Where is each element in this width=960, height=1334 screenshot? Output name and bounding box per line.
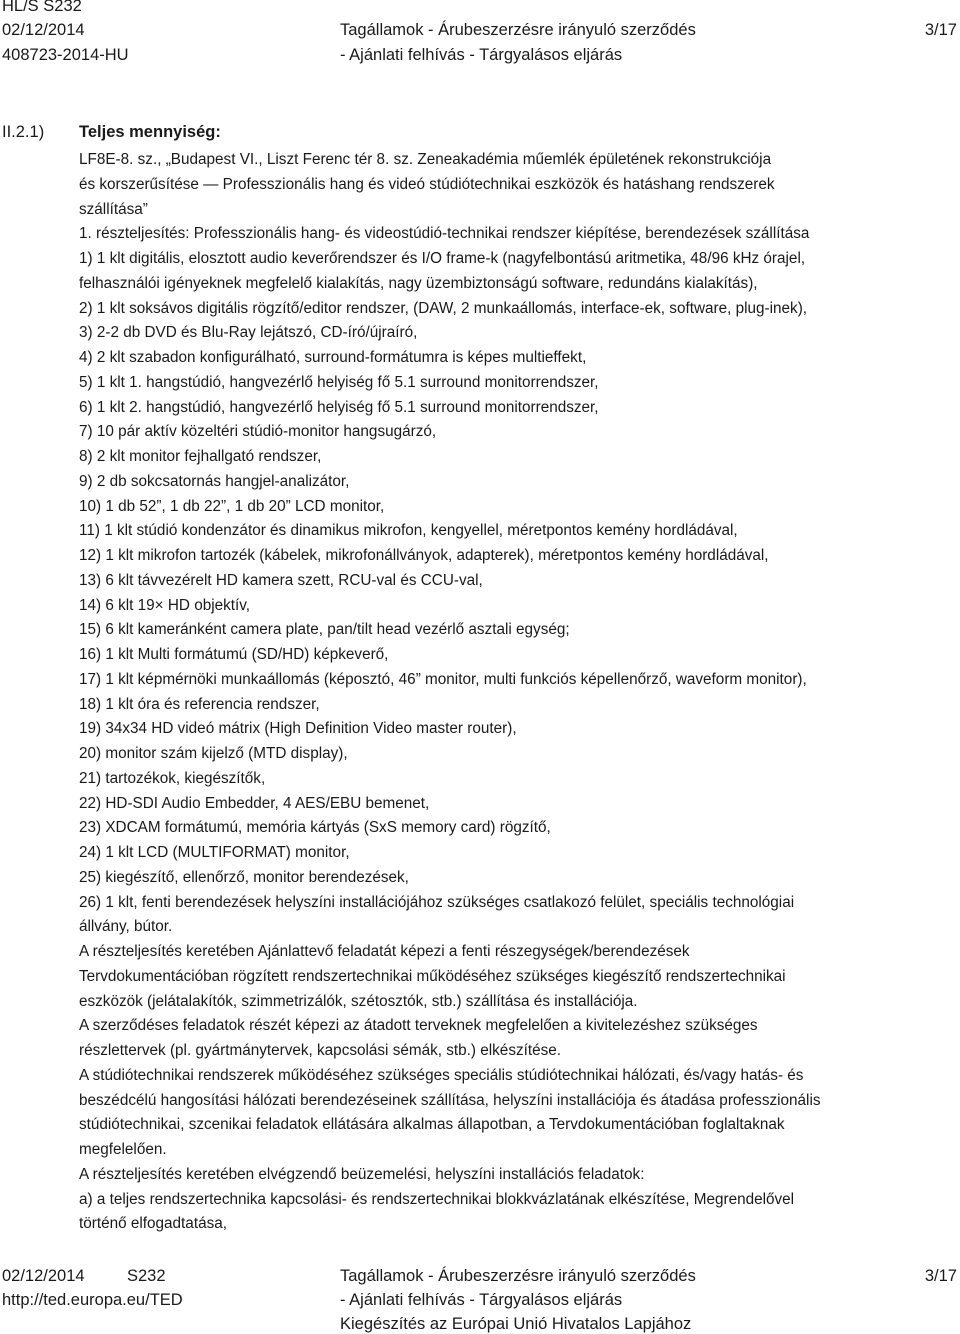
text-line: 26) 1 klt, fenti berendezések helyszíni installációjához szükséges csatlakozó felület, speciális technológiai [79, 893, 795, 911]
text-line: 16) 1 klt Multi formátumú (SD/HD) képkeverő, [79, 646, 389, 664]
footer-supplement: Kiegészítés az Európai Unió Hivatalos Lapjához [340, 1315, 692, 1333]
text-line: 14) 6 klt 19× HD objektív, [79, 596, 251, 614]
section-heading: Teljes mennyiség: [79, 123, 221, 141]
text-line: történő elfogadtatása, [79, 1215, 227, 1233]
footer-url-link[interactable]: http://ted.europa.eu/TED [2, 1291, 183, 1309]
text-line: 4) 2 klt szabadon konfigurálható, surround-formátumra is képes multieffekt, [79, 349, 587, 367]
page-header [0, 0, 960, 72]
text-line: 8) 2 klt monitor fejhallgató rendszer, [79, 448, 322, 466]
text-line: 6) 1 klt 2. hangstúdió, hangvezérlő helyiség fő 5.1 surround monitorrendszer, [79, 398, 599, 416]
text-line: 19) 34x34 HD videó mátrix (High Definition Video master router), [79, 720, 517, 738]
text-line: 24) 1 klt LCD (MULTIFORMAT) monitor, [79, 844, 350, 862]
text-line: 10) 1 db 52”, 1 db 22”, 1 db 20” LCD monitor, [79, 497, 385, 515]
text-line: 20) monitor szám kijelző (MTD display), [79, 745, 348, 763]
text-line: részlettervek (pl. gyártmánytervek, kapcsolási sémák, stb.) elkészítése. [79, 1042, 562, 1060]
notice-number: 408723-2014-HU [2, 46, 129, 64]
footer-subtitle: - Ajánlati felhívás - Tárgyalásos eljárás [340, 1291, 623, 1309]
header-date: 02/12/2014 [2, 21, 85, 39]
section-body-text [79, 222, 949, 1237]
text-line: 1) 1 klt digitális, elosztott audio keverőrendszer és I/O frame-k (nagyfelbontású aritmetika, 48/96 kHz órajel, [79, 250, 806, 268]
text-line: és korszerűsítése ― Professzionális hang és videó stúdiótechnikai eszközök és hatáshang rendszerek [79, 175, 775, 193]
text-line: 1. részteljesítés: Professzionális hang- és videostúdió-technikai rendszer kiépítése, berendezések szállítása [79, 225, 810, 243]
text-line: Tervdokumentációban rögzített rendszertechnikai működéséhez szükséges kiegészítő rendszertechnikai [79, 967, 786, 985]
text-line: felhasználói igényeknek megfelelő kialakítás, nagy üzembiztonságú software, redundáns kialakítás), [79, 274, 758, 292]
text-line: 17) 1 klt képmérnöki munkaállomás (képosztó, 46” monitor, multi funkciós képellenőrző, waveform monitor), [79, 670, 807, 688]
text-line: 15) 6 klt kameránként camera plate, pan/tilt head vezérlő asztali egység; [79, 621, 570, 639]
footer-date: 02/12/2014 [2, 1267, 85, 1285]
text-line: 18) 1 klt óra és referencia rendszer, [79, 695, 320, 713]
text-line: LF8E-8. sz., „Budapest VI., Liszt Ferenc tér 8. sz. Zeneakadémia műemlék épületének rekonstrukciója [79, 151, 772, 168]
section-intro [79, 148, 949, 222]
text-line: beszédcélú hangosítási hálózati berendezéseinek szállítása, helyszíni installációja és átadása professzionális [79, 1091, 821, 1109]
text-line: 7) 10 pár aktív közeltéri stúdió-monitor hangsugárzó, [79, 423, 437, 441]
text-line: 5) 1 klt 1. hangstúdió, hangvezérlő helyiség fő 5.1 surround monitorrendszer, [79, 373, 599, 391]
text-line: A részteljesítés keretében elvégzendő beüzemelési, helyszíni installációs feladatok: [79, 1165, 645, 1183]
header-subtitle: - Ajánlati felhívás - Tárgyalásos eljárás [340, 46, 623, 64]
text-line: 25) kiegészítő, ellenőrző, monitor berendezések, [79, 868, 409, 886]
text-line: 9) 2 db sokcsatornás hangjel-analizátor, [79, 472, 350, 490]
header-title: Tagállamok - Árubeszerzésre irányuló szerződés [340, 21, 696, 39]
footer-code: S232 [127, 1267, 166, 1285]
text-line: 13) 6 klt távvezérelt HD kamera szett, RCU-val és CCU-val, [79, 571, 483, 589]
text-line: A szerződéses feladatok részét képezi az átadott terveknek megfelelően a kivitelezéshez szükséges [79, 1017, 758, 1035]
text-line: szállítása” [79, 200, 148, 218]
text-line: 22) HD-SDI Audio Embedder, 4 AES/EBU bemenet, [79, 794, 430, 812]
page-footer [0, 1266, 960, 1334]
text-line: 11) 1 klt stúdió kondenzátor és dinamikus mikrofon, kengyellel, méretpontos kemény hordládával, [79, 522, 738, 540]
text-line: állvány, bútor. [79, 918, 173, 936]
text-line: 23) XDCAM formátumú, memória kártyás (SxS memory card) rögzítő, [79, 819, 551, 837]
header-page-number: 3/17 [924, 21, 957, 39]
text-line: a) a teljes rendszertechnika kapcsolási- és rendszertechnikai blokkvázlatának elkészítése, Megrendelővel [79, 1190, 795, 1208]
text-line: 12) 1 klt mikrofon tartozék (kábelek, mikrofonállványok, adapterek), méretpontos kemény hordládával, [79, 547, 769, 565]
text-line: A részteljesítés keretében Ajánlattevő feladatát képezi a fenti részegységek/berendezések [79, 943, 690, 961]
text-line: stúdiótechnikai, szcenikai feladatok ellátására alkalmas állapotban, a Tervdokumentációban foglaltaknak [79, 1116, 785, 1134]
text-line: 2) 1 klt soksávos digitális rögzítő/editor rendszer, (DAW, 2 munkaállomás, interface-ek, software, plug-inek), [79, 299, 808, 317]
footer-page-number: 3/17 [924, 1267, 957, 1285]
text-line: 3) 2-2 db DVD és Blu-Ray lejátszó, CD-író/újraíró, [79, 324, 418, 342]
text-line: A stúdiótechnikai rendszerek működéséhez szükséges speciális stúdiótechnikai hálózati, és/vagy hatás- és [79, 1066, 804, 1084]
text-line: megfelelően. [79, 1141, 167, 1159]
section-number: II.2.1) [2, 123, 45, 141]
footer-title: Tagállamok - Árubeszerzésre irányuló szerződés [340, 1267, 696, 1285]
text-line: 21) tartozékok, kiegészítők, [79, 769, 266, 787]
text-line: eszközök (jelátalakítók, szimmetrizálók, szétosztók, stb.) szállítása és installációja. [79, 992, 638, 1010]
document-id: HL/S S232 [2, 0, 82, 15]
